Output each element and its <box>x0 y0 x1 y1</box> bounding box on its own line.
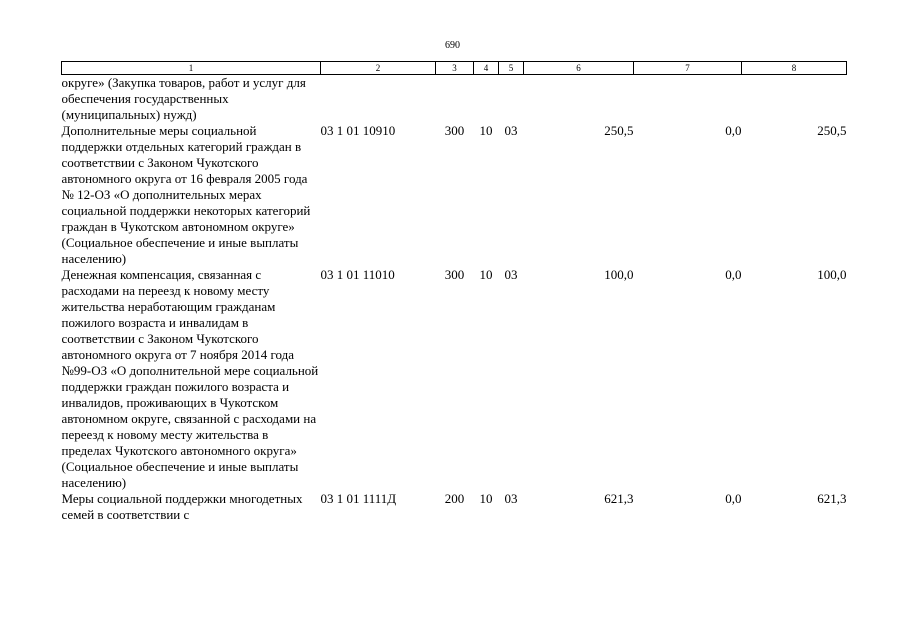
row-target-code <box>321 75 436 124</box>
row-expense-type: 300 <box>444 123 465 138</box>
row-amount-federal: 0,0 <box>725 123 742 138</box>
page-number: 690 <box>445 40 460 51</box>
row-amount-regional: 250,5 <box>817 123 847 138</box>
row-amount-total <box>524 75 634 124</box>
row-name: Дополнительные меры социальной поддержки отдельных категорий граждан в соответствии с Законом Чукотского автономного округа от 16 февраля 2005 года № 12-ОЗ «О дополнительных мерах социальной поддержки некоторых категорий граждан в Чукотском автономном округе» (Социальное обеспечение и иные выплаты населению) <box>61 123 311 266</box>
row-expense-type: 200 <box>444 491 465 506</box>
row-section: 10 <box>479 491 493 506</box>
table-row <box>62 491 847 523</box>
row-amount-total: 621,3 <box>604 491 634 506</box>
row-expense-type: 300 <box>444 267 465 282</box>
row-target-code: 03 1 01 10910 <box>320 123 396 138</box>
row-section: 10 <box>479 123 493 138</box>
header-col-5: 5 <box>499 62 524 75</box>
row-target-code: 03 1 01 11010 <box>320 267 395 282</box>
row-amount-regional <box>742 75 847 124</box>
table-row <box>62 267 847 491</box>
row-amount-federal <box>634 75 742 124</box>
header-col-8: 8 <box>742 62 847 75</box>
budget-table-container <box>61 61 846 523</box>
row-subsection: 03 <box>504 491 518 506</box>
table-row <box>62 123 847 267</box>
row-amount-federal: 0,0 <box>725 491 742 506</box>
table-body <box>62 75 847 524</box>
budget-table <box>61 61 847 523</box>
row-amount-regional: 100,0 <box>817 267 847 282</box>
row-name: Денежная компенсация, связанная с расходами на переезд к новому месту жительства неработающим гражданам пожилого возраста и инвалидам в соответствии с Законом Чукотского автономного округа от 7 ноября 2014 года №99-ОЗ «О дополнительной мере социальной поддержки граждан пожилого возраста и инвалидов, проживающих в Чукотском автономном округе, связанной с расходами на переезд к новому месту жительства в пределах Чукотского автономного округа» (Социальное обеспечение и иные выплаты населению) <box>61 267 319 490</box>
row-section <box>474 75 499 124</box>
row-subsection: 03 <box>504 267 518 282</box>
header-col-3: 3 <box>436 62 474 75</box>
row-expense-type <box>436 75 474 124</box>
header-col-4: 4 <box>474 62 499 75</box>
header-col-7: 7 <box>634 62 742 75</box>
header-col-2: 2 <box>321 62 436 75</box>
table-header <box>62 62 847 75</box>
row-amount-total: 250,5 <box>604 123 634 138</box>
row-section: 10 <box>479 267 493 282</box>
row-name: Меры социальной поддержки многодетных семей в соответствии с <box>61 491 303 522</box>
row-amount-total: 100,0 <box>604 267 634 282</box>
row-subsection <box>499 75 524 124</box>
row-amount-federal: 0,0 <box>725 267 742 282</box>
header-col-1: 1 <box>62 62 321 75</box>
row-name: округе» (Закупка товаров, работ и услуг для обеспечения государственных (муниципальных) нужд) <box>61 75 306 122</box>
table-row <box>62 75 847 124</box>
row-subsection: 03 <box>504 123 518 138</box>
row-target-code: 03 1 01 1111Д <box>320 491 397 506</box>
header-col-6: 6 <box>524 62 634 75</box>
header-row <box>62 62 847 75</box>
row-amount-regional: 621,3 <box>817 491 847 506</box>
